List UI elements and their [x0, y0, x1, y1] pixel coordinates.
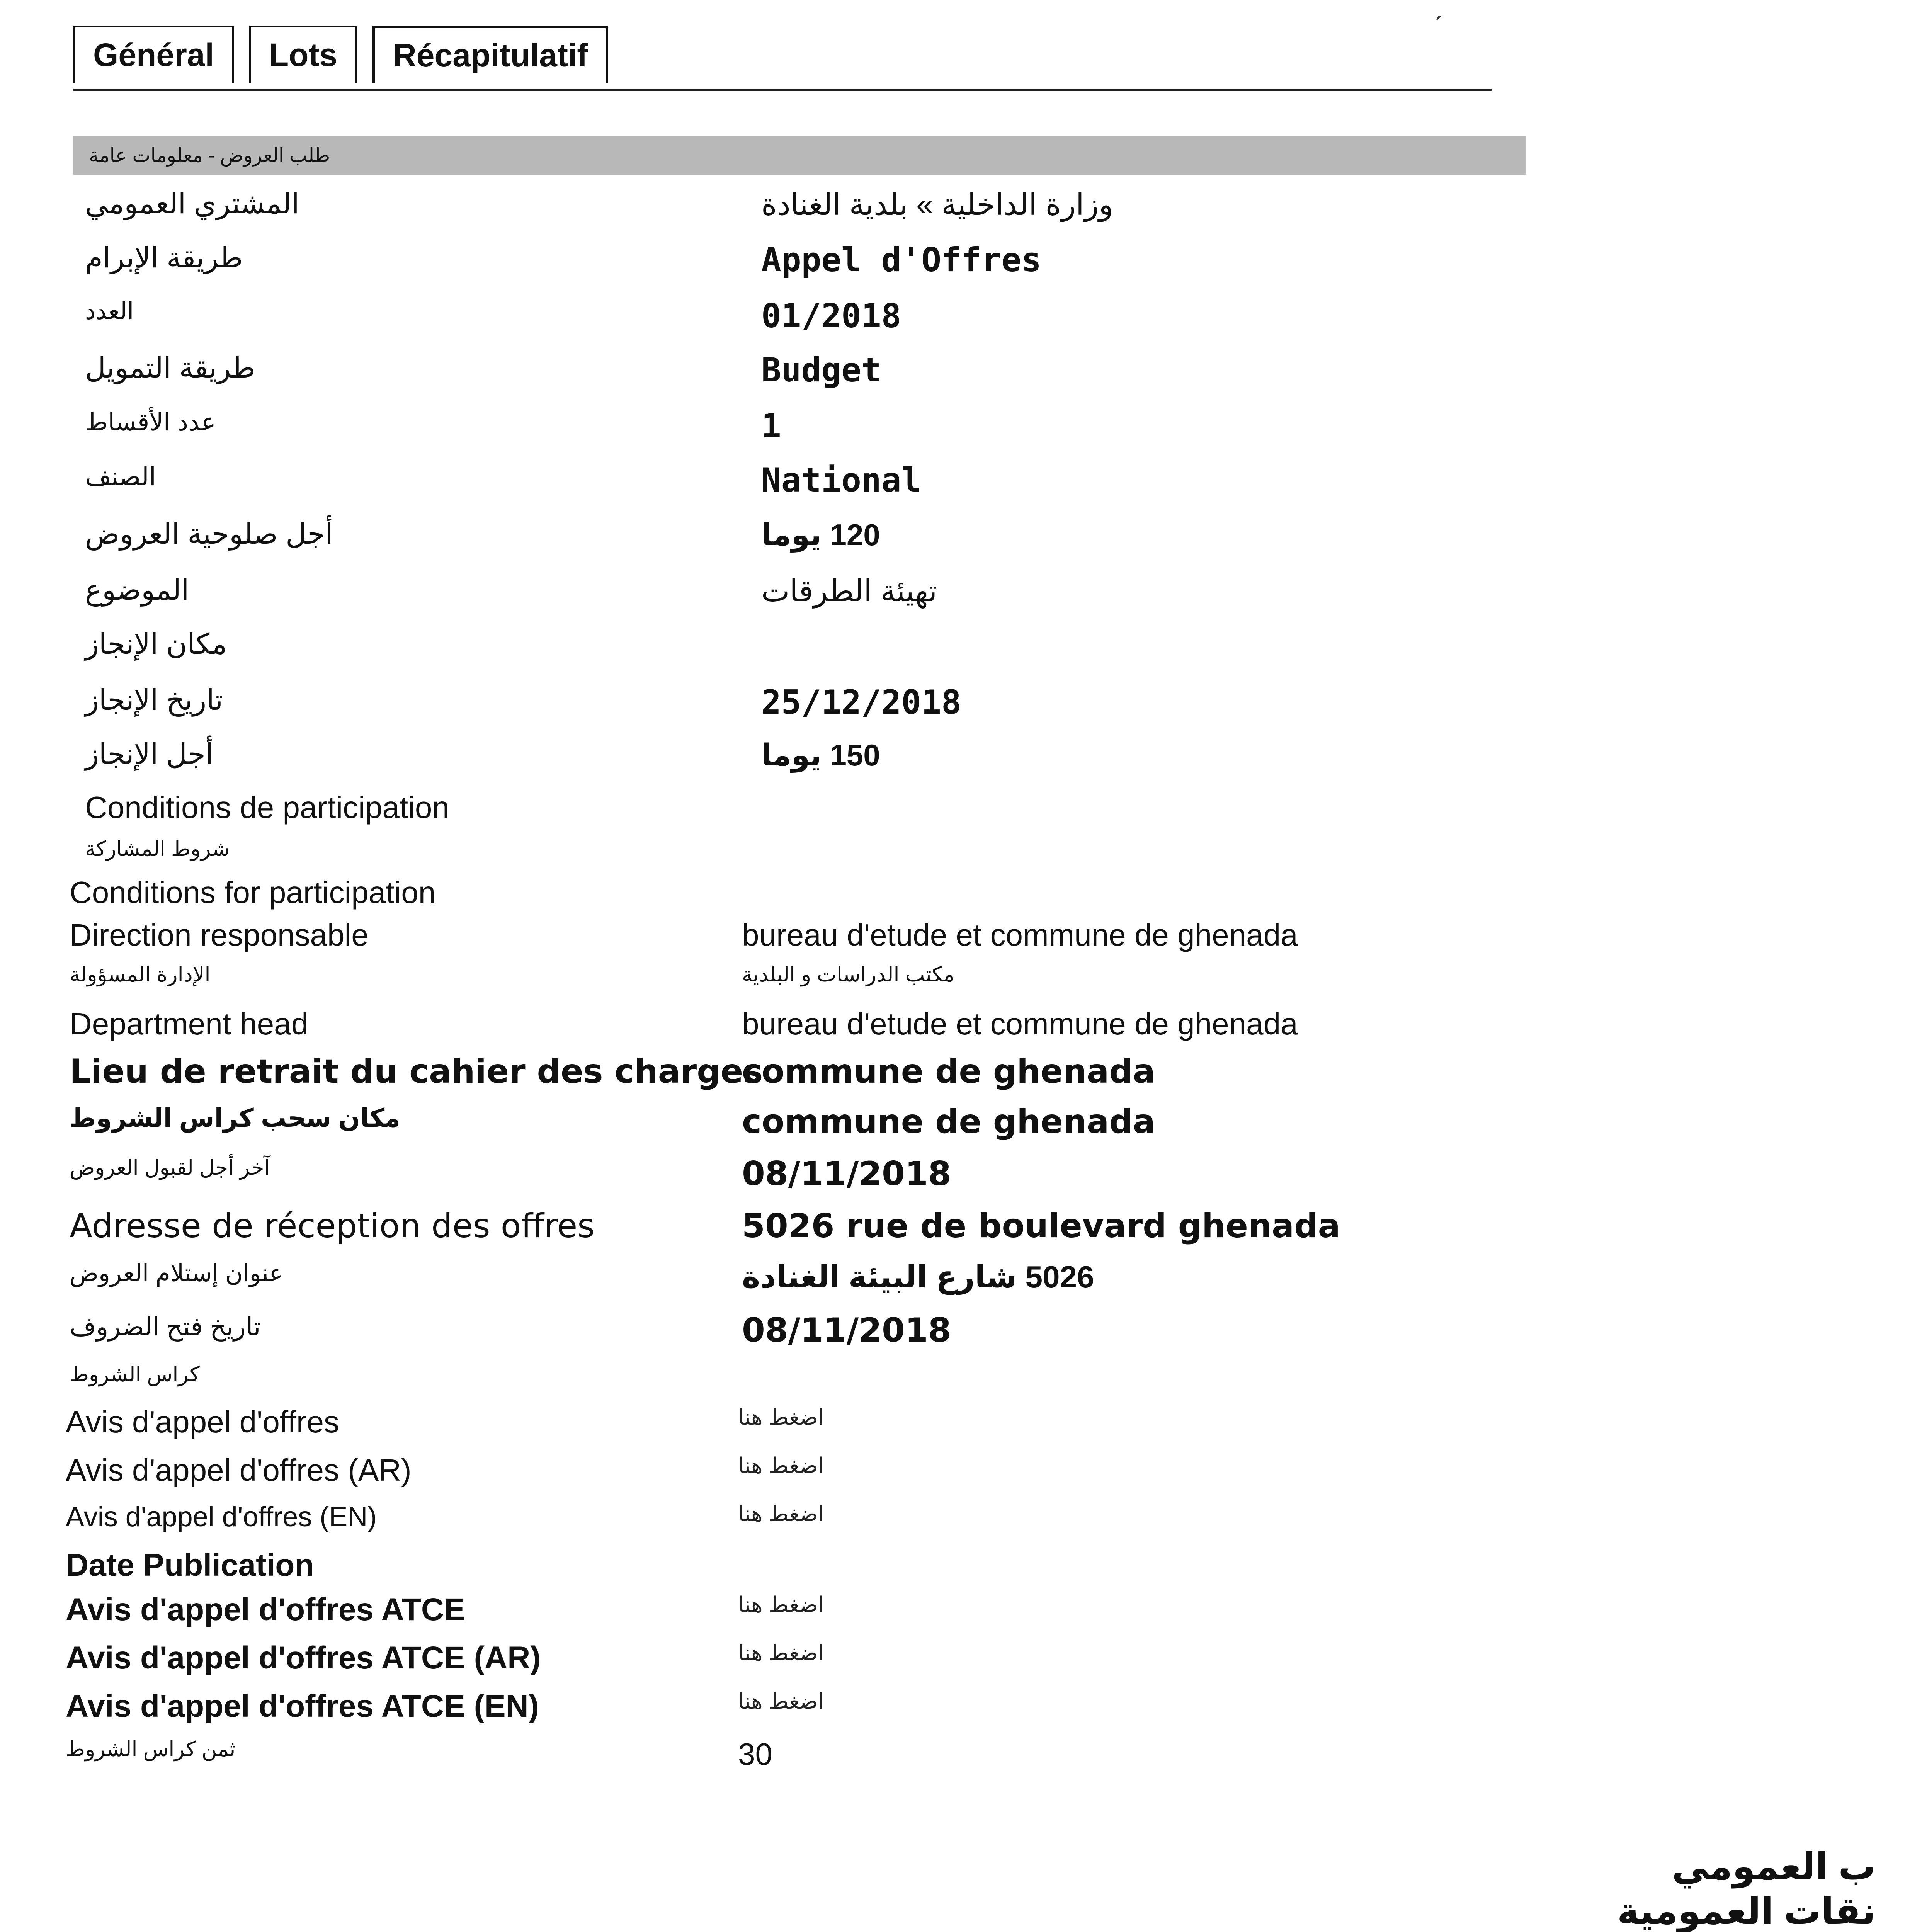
specs-label: كراس الشروط: [70, 1363, 200, 1386]
row-method: [0, 243, 1922, 290]
price-label: ثمن كراس الشروط: [66, 1738, 236, 1761]
address-ar-label: عنوان إستلام العروض: [70, 1260, 284, 1287]
row-category: [0, 461, 1922, 510]
funding-value: Budget: [761, 351, 881, 389]
notice-en-link[interactable]: اضغط هنا: [738, 1502, 824, 1526]
date-publication-label: Date Publication: [66, 1548, 314, 1583]
row-direction-fr: [0, 920, 1922, 966]
row-deadline: [0, 1157, 1922, 1204]
deadline-label: آخر أجل لقبول العروض: [70, 1156, 270, 1179]
row-notice-ar: [0, 1455, 1922, 1501]
deadline-value: 08/11/2018: [742, 1155, 951, 1193]
row-address-ar: [0, 1262, 1922, 1308]
direction-fr-label: Direction responsable: [70, 918, 369, 952]
notice-ar-label: Avis d'appel d'offres (AR): [66, 1453, 412, 1487]
footer-brand-line2: نقات العمومية: [1617, 1891, 1876, 1932]
number-label: العدد: [85, 298, 134, 325]
notice-en-label: Avis d'appel d'offres (EN): [66, 1502, 377, 1532]
retrieval-ar-value: commune de ghenada: [742, 1102, 1155, 1141]
row-notice-atce-ar: [0, 1642, 1922, 1689]
location-label: مكان الإنجاز: [85, 628, 227, 660]
number-value: 01/2018: [761, 297, 901, 335]
row-conditions-en: [0, 877, 1922, 923]
method-label: طريقة الإبرام: [85, 242, 243, 274]
retrieval-ar-label: مكان سحب كراس الشروط: [70, 1104, 401, 1132]
retrieval-fr-label: Lieu de retrait du cahier des charges: [70, 1052, 763, 1091]
retrieval-fr-value: commune de ghenada: [742, 1052, 1155, 1091]
row-address-fr: [0, 1209, 1922, 1256]
direction-ar-value: مكتب الدراسات و البلدية: [742, 963, 955, 986]
scan-mark: ˊ: [1434, 11, 1443, 41]
validity-label: أجل صلوحية العروض: [85, 518, 333, 550]
row-completion-period: [0, 740, 1922, 786]
installments-value: 1: [761, 407, 781, 446]
completion-date-value: 25/12/2018: [761, 683, 961, 722]
category-label: الصنف: [85, 462, 156, 491]
row-conditions-fr: [0, 792, 1922, 838]
notice-atce-en-link[interactable]: اضغط هنا: [738, 1689, 824, 1713]
notice-label: Avis d'appel d'offres: [66, 1405, 340, 1439]
notice-link[interactable]: اضغط هنا: [738, 1405, 824, 1429]
row-funding: [0, 351, 1922, 400]
row-completion-date: [0, 683, 1922, 732]
conditions-en-label: Conditions for participation: [70, 875, 436, 910]
direction-fr-value: bureau d'etude et commune de ghenada: [742, 918, 1298, 952]
row-buyer: [0, 189, 1922, 236]
row-direction-en: [0, 1009, 1922, 1055]
notice-atce-en-label: Avis d'appel d'offres ATCE (EN): [66, 1689, 539, 1724]
tab-bar: [73, 26, 608, 83]
installments-label: عدد الأقساط: [85, 408, 216, 436]
row-direction-ar: [0, 964, 1922, 1010]
row-notice-en: [0, 1503, 1922, 1549]
address-fr-label: Adresse de réception des offres: [70, 1207, 595, 1245]
notice-atce-ar-label: Avis d'appel d'offres ATCE (AR): [66, 1640, 541, 1675]
subject-label: الموضوع: [85, 574, 189, 606]
tab-general[interactable]: Général: [73, 26, 234, 83]
notice-ar-link[interactable]: اضغط هنا: [738, 1453, 824, 1478]
buyer-label: المشتري العمومي: [85, 187, 299, 219]
direction-en-label: Department head: [70, 1007, 309, 1041]
row-retrieval-fr: [0, 1052, 1922, 1101]
buyer-value: وزارة الداخلية » بلدية الغنادة: [761, 187, 1114, 221]
subject-value: تهيئة الطرقات: [761, 574, 937, 608]
row-date-publication: [0, 1549, 1922, 1596]
row-location: [0, 630, 1922, 676]
row-price: [0, 1739, 1922, 1785]
row-notice-atce-en: [0, 1690, 1922, 1737]
tab-lots[interactable]: Lots: [249, 26, 357, 83]
row-subject: [0, 576, 1922, 622]
conditions-fr-label: Conditions de participation: [85, 790, 449, 825]
category-value: National: [761, 461, 922, 500]
completion-period-label: أجل الإنجاز: [85, 738, 214, 770]
price-value: 30: [738, 1737, 772, 1771]
notice-atce-ar-link[interactable]: اضغط هنا: [738, 1641, 824, 1665]
address-ar-value: 5026 شارع البيئة الغنادة: [742, 1260, 1094, 1294]
opening-date-value: 08/11/2018: [742, 1311, 951, 1350]
tab-recapitulatif[interactable]: Récapitulatif: [372, 26, 608, 83]
section-title: طلب العروض - معلومات عامة: [89, 145, 330, 166]
row-validity: [0, 520, 1922, 566]
row-opening-date: [0, 1311, 1922, 1360]
notice-atce-label: Avis d'appel d'offres ATCE: [66, 1592, 465, 1627]
row-notice: [0, 1406, 1922, 1453]
funding-label: طريقة التمويل: [85, 352, 256, 384]
completion-date-label: تاريخ الإنجاز: [85, 684, 223, 716]
completion-period-value: 150 يوما: [761, 738, 880, 772]
notice-atce-link[interactable]: اضغط هنا: [738, 1592, 824, 1617]
tab-divider: [73, 89, 1492, 91]
row-specs: [0, 1364, 1922, 1410]
footer-brand-line1: ب العمومي: [1672, 1846, 1876, 1888]
direction-ar-label: الإدارة المسؤولة: [70, 963, 211, 986]
row-installments: [0, 407, 1922, 456]
validity-value: 120 يوما: [761, 518, 880, 552]
row-notice-atce: [0, 1594, 1922, 1640]
section-header: [73, 136, 1526, 175]
row-retrieval-ar: [0, 1102, 1922, 1151]
conditions-ar-label: شروط المشاركة: [85, 837, 230, 861]
method-value: Appel d'Offres: [761, 241, 1041, 279]
opening-date-label: تاريخ فتح الضروف: [70, 1312, 261, 1341]
row-number: [0, 299, 1922, 346]
address-fr-value: 5026 rue de boulevard ghenada: [742, 1207, 1340, 1245]
direction-en-value: bureau d'etude et commune de ghenada: [742, 1007, 1298, 1041]
